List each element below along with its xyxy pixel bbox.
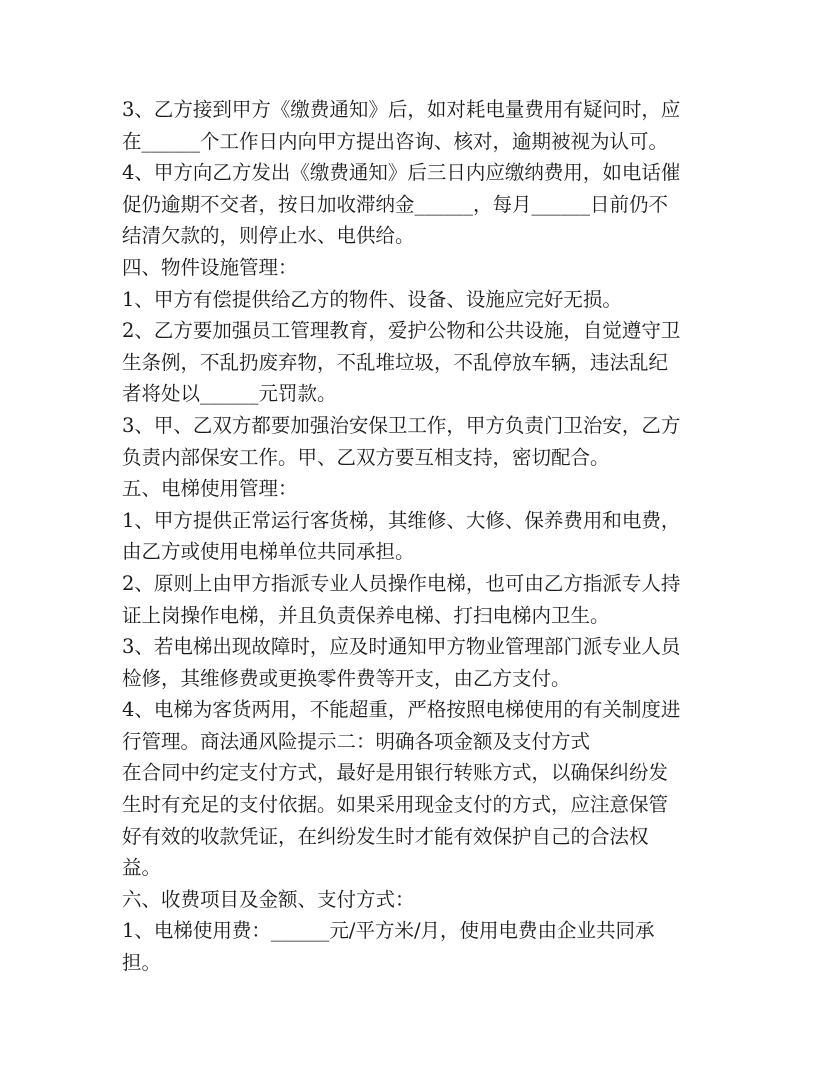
text-line: 2、乙方要加强员工管理教育，爱护公物和公共设施，自觉遵守卫: [122, 319, 681, 343]
section-heading: 五、电梯使用管理：: [122, 477, 298, 501]
text-line: 3、若电梯出现故障时，应及时通知甲方物业管理部门派专业人员: [122, 635, 681, 659]
text-line: 2、原则上由甲方指派专业人员操作电梯，也可由乙方指派专人持: [122, 571, 681, 595]
text-line: 者将处以______元罚款。: [122, 382, 337, 406]
document-body: [122, 94, 722, 979]
section-heading: 六、收费项目及金额、支付方式：: [122, 887, 415, 911]
text-line: 4、电梯为客货两用，不能超重，严格按照电梯使用的有关制度进: [122, 698, 681, 722]
text-line: 检修，其维修费或更换零件费等开支，由乙方支付。: [122, 666, 571, 690]
text-line: 1、电梯使用费：______元/平方米/月，使用电费由企业共同承: [122, 919, 655, 943]
text-line: 促仍逾期不交者，按日加收滞纳金______，每月______日前仍不: [122, 192, 669, 216]
text-line: 在______个工作日内向甲方提出咨询、核对，逾期被视为认可。: [122, 129, 669, 153]
text-line: 1、甲方提供正常运行客货梯，其维修、大修、保养费用和电费，: [122, 508, 681, 532]
text-line: 益。: [122, 856, 162, 880]
text-line: 由乙方或使用电梯单位共同承担。: [122, 540, 415, 564]
text-line: 结清欠款的，则停止水、电供给。: [122, 224, 415, 248]
text-line: 好有效的收款凭证，在纠纷发生时才能有效保护自己的合法权: [122, 824, 649, 848]
text-line: 3、甲、乙双方都要加强治安保卫工作，甲方负责门卫治安，乙方: [122, 413, 681, 437]
text-line: 证上岗操作电梯，并且负责保养电梯、打扫电梯内卫生。: [122, 603, 610, 627]
text-line: 生时有充足的支付依据。如果采用现金支付的方式，应注意保管: [122, 793, 669, 817]
text-line: 1、甲方有偿提供给乙方的物件、设备、设施应完好无损。: [122, 287, 622, 311]
text-line: 4、甲方向乙方发出《缴费通知》后三日内应缴纳费用，如电话催: [122, 161, 681, 185]
text-line: 在合同中约定支付方式，最好是用银行转账方式，以确保纠纷发: [122, 761, 669, 785]
text-line: 生条例，不乱扔废弃物，不乱堆垃圾，不乱停放车辆，违法乱纪: [122, 350, 669, 374]
text-line: 负责内部保安工作。甲、乙双方要互相支持，密切配合。: [122, 445, 610, 469]
text-line: 担。: [122, 951, 162, 975]
text-line: 3、乙方接到甲方《缴费通知》后，如对耗电量费用有疑问时，应: [122, 98, 681, 121]
section-heading: 四、物件设施管理：: [122, 255, 298, 279]
text-line: 行管理。商法通风险提示二：明确各项金额及支付方式: [122, 729, 591, 753]
